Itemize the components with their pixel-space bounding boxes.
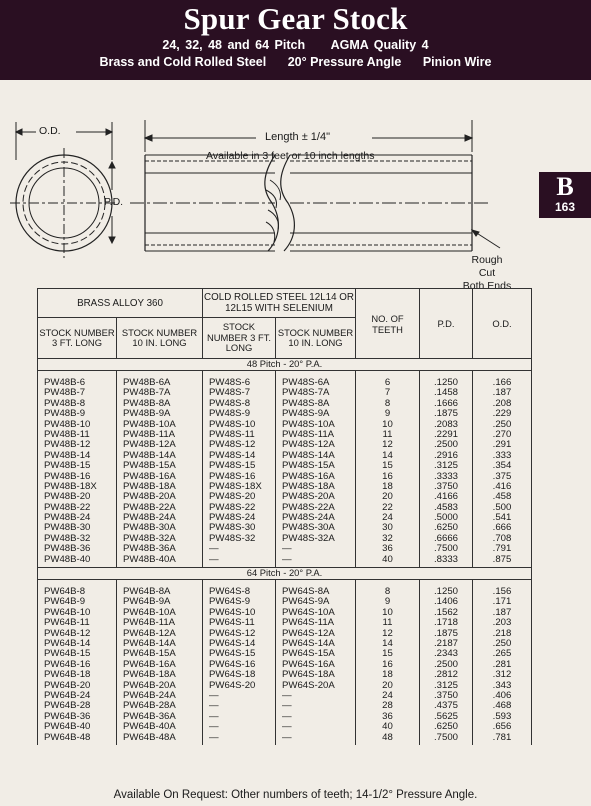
table-cell: PW48S-20A [282, 491, 335, 503]
table-cell: .458 [492, 491, 512, 503]
group-header-row [38, 289, 532, 318]
table-cell: PW48S-9 [209, 408, 251, 420]
table-cell: .5625 [434, 710, 459, 722]
table-cell: .2500 [434, 658, 459, 670]
table-cell: PW48B-32A [123, 532, 176, 544]
table-cell: PW64S-20A [282, 679, 335, 691]
table-cell: PW48S-10A [282, 418, 335, 430]
table-cell: PW64B-48A [123, 731, 176, 743]
table-cell: 22 [382, 501, 393, 513]
table-cell: — [282, 553, 292, 565]
table-cell: .468 [492, 700, 512, 712]
od-label: O.D. [39, 125, 61, 137]
table-cell: — [282, 543, 292, 555]
table-cell: PW48B-10A [123, 418, 176, 430]
table-cell: 16 [382, 470, 393, 482]
table-cell: PW48B-40A [123, 553, 176, 565]
table-cell: .3750 [434, 480, 459, 492]
table-cell: .666 [492, 522, 512, 534]
pitch-row-48 [38, 359, 532, 371]
table-cell: PW48S-32A [282, 532, 335, 544]
table-cell: PW64B-18A [123, 669, 176, 681]
table-cell: .166 [492, 377, 512, 388]
table-cell: — [209, 543, 219, 555]
table-cell: 7 [384, 387, 391, 399]
table-cell: PW48S-22 [209, 501, 256, 513]
table-cell: PW64B-16 [44, 658, 91, 670]
table-cell: PW64S-10 [209, 606, 256, 618]
table-cell: PW64S-8A [282, 586, 330, 598]
table-cell: PW64B-28 [44, 700, 91, 712]
table-cell: 15 [382, 648, 393, 660]
table-cell: 11 [382, 428, 393, 440]
table-cell: .3750 [434, 689, 459, 701]
table-cell: 12 [382, 439, 393, 451]
table-cell: PW48S-12 [209, 439, 256, 451]
table-cell: PW48B-22 [44, 501, 91, 513]
table-cell: 18 [382, 480, 393, 492]
table-cell: PW64S-14 [209, 637, 256, 649]
table-cell: .2291 [434, 428, 459, 440]
table-cell: .416 [492, 480, 512, 492]
table-cell: 32 [382, 532, 393, 544]
table-cell: .2343 [434, 648, 459, 660]
table-cell: 9 [384, 596, 391, 608]
table-cell: 24 [382, 512, 393, 524]
table-cell: .250 [492, 637, 512, 649]
table-cell: .1406 [434, 596, 459, 608]
table-cell: PW64B-15 [44, 648, 91, 660]
table-cell: 6 [384, 377, 391, 388]
table-cell: PW64B-18 [44, 669, 91, 681]
table-cell: PW64B-20A [123, 679, 176, 691]
table-cell: PW64B-15A [123, 648, 176, 660]
table-cell: PW64B-10 [44, 606, 91, 618]
table-cell: 16 [382, 658, 393, 670]
table-cell: PW48S-18A [282, 480, 335, 492]
table-cell: 20 [382, 679, 393, 691]
table-cell: PW64B-16A [123, 658, 176, 670]
table-cell: PW64S-8 [209, 586, 251, 598]
table-cell: PW64B-8A [123, 586, 171, 598]
table-cell: PW64S-9A [282, 596, 330, 608]
table-cell: PW48S-14 [209, 449, 256, 461]
table-cell: .4166 [434, 491, 459, 503]
table-cell: .6666 [434, 532, 459, 544]
table-cell: PW48B-20A [123, 491, 176, 503]
table-cell: — [209, 700, 219, 712]
table-cell: .1250 [434, 586, 459, 598]
table-cell: PW48S-7 [209, 387, 251, 399]
lengths-note: Available in 3 feet or 10 inch lengths [206, 150, 375, 162]
table-cell: — [282, 689, 292, 701]
table-cell: PW48B-36A [123, 543, 176, 555]
brass-group-header: BRASS ALLOY 360 [38, 289, 203, 318]
steel-group-header: COLD ROLLED STEEL 12L14 OR 12L15 WITH SELENIUM [203, 289, 356, 318]
table-cell: 11 [382, 617, 393, 629]
table-cell: .1718 [434, 617, 459, 629]
table-cell: PW48B-7 [44, 387, 86, 399]
spec-table [37, 288, 532, 745]
table-cell: .1666 [434, 397, 459, 409]
subtitle-line-1 [0, 37, 591, 53]
table-cell: PW48S-8A [282, 397, 330, 409]
table-cell: 24 [382, 689, 393, 701]
table-cell: 14 [382, 637, 393, 649]
table-cell: .343 [492, 679, 512, 691]
table-cell: 18 [382, 669, 393, 681]
table-cell: PW48B-7A [123, 387, 171, 399]
header-brass-3ft: STOCK NUMBER 3 FT. LONG [38, 318, 117, 359]
agma-quality: AGMA Quality 4 [330, 38, 429, 52]
table-cell: PW48B-11 [44, 428, 90, 440]
table-cell: PW48B-22A [123, 501, 176, 513]
table-cell: 10 [382, 606, 393, 618]
pitch-48-label: 48 Pitch - 20° P.A. [38, 359, 532, 371]
table-cell: .291 [492, 439, 512, 451]
pd-label: P.D. [104, 196, 124, 208]
table-cell: PW48B-9A [123, 408, 171, 420]
table-cell: PW64B-8 [44, 586, 86, 598]
table-cell: PW64B-14A [123, 637, 176, 649]
section-64-body [38, 586, 532, 745]
table-cell: PW48B-15 [44, 460, 91, 472]
pressure-angle: 20° Pressure Angle [287, 55, 402, 69]
table-cell: PW64B-11 [44, 617, 90, 629]
table-cell: .2916 [434, 449, 459, 461]
table-cell: 30 [382, 522, 393, 534]
table-cell: .218 [492, 627, 512, 639]
table-cell: .406 [492, 689, 512, 701]
page-title: Spur Gear Stock [183, 1, 408, 36]
table-cell: PW48B-24A [123, 512, 176, 524]
table-cell: PW48B-14 [44, 449, 91, 461]
table-cell: PW48B-24 [44, 512, 91, 524]
table-cell: .708 [492, 532, 512, 544]
table-cell: — [282, 731, 292, 743]
table-cell: PW48S-18X [209, 480, 262, 492]
table-cell: PW48B-36 [44, 543, 91, 555]
table-cell: .6250 [434, 522, 459, 534]
product-type: Pinion Wire [422, 55, 492, 69]
table-cell: .4583 [434, 501, 459, 513]
table-cell: PW48B-40 [44, 553, 91, 565]
table-cell: PW48B-9 [44, 408, 86, 420]
table-cell: — [209, 731, 219, 743]
table-cell: PW64S-18A [282, 669, 335, 681]
table-cell: — [282, 721, 292, 733]
table-cell: PW64S-10A [282, 606, 335, 618]
table-cell: 36 [382, 543, 393, 555]
table-cell: PW48B-12A [123, 439, 176, 451]
table-cell: .265 [492, 648, 512, 660]
table-cell: .2187 [434, 637, 459, 649]
table-cell: .7500 [434, 731, 459, 743]
table-cell: PW64B-40A [123, 721, 176, 733]
rough-cut-note: Rough [471, 254, 503, 266]
table-cell: PW64S-16 [209, 658, 256, 670]
section-letter: B [556, 172, 574, 201]
table-cell: .593 [492, 710, 512, 722]
table-cell: .171 [492, 596, 512, 608]
table-cell: PW64B-9A [123, 596, 171, 608]
table-cell: 36 [382, 710, 393, 722]
table-cell: PW64S-16A [282, 658, 335, 670]
table-cell: PW48S-8 [209, 397, 251, 409]
table-cell: PW48B-18X [44, 480, 97, 492]
table-cell: PW48B-6 [44, 377, 86, 388]
table-cell: PW64S-9 [209, 596, 251, 608]
table-cell: 15 [382, 460, 393, 472]
materials: Brass and Cold Rolled Steel [99, 55, 267, 69]
table-cell: .1562 [434, 606, 459, 618]
section-48-body [38, 377, 532, 568]
table-cell: PW48B-16 [44, 470, 91, 482]
table-cell: .791 [492, 543, 512, 555]
table-cell: PW48B-30A [123, 522, 176, 534]
table-cell: .270 [492, 428, 512, 440]
table-cell: 8 [384, 586, 391, 598]
table-cell: .281 [492, 658, 512, 670]
table-cell: .187 [492, 387, 512, 399]
header-brass-10in: STOCK NUMBER 10 IN. LONG [117, 318, 203, 359]
table-cell: PW64B-20 [44, 679, 91, 691]
table-cell: .1875 [434, 627, 459, 639]
rough-cut-note-2: Cut [478, 267, 496, 279]
table-cell: PW64B-28A [123, 700, 176, 712]
table-cell: .4375 [434, 700, 459, 712]
table-cell: PW64B-36 [44, 710, 91, 722]
table-cell: .156 [492, 586, 512, 598]
table-cell: PW64B-11A [123, 617, 176, 629]
table-cell: 48 [382, 731, 393, 743]
table-cell: PW48B-16A [123, 470, 176, 482]
table-cell: .1458 [434, 387, 459, 399]
table-cell: .1875 [434, 408, 459, 420]
table-cell: PW48S-30 [209, 522, 256, 534]
table-cell: PW48S-16A [282, 470, 335, 482]
table-cell: PW64B-12A [123, 627, 176, 639]
table-cell: — [209, 721, 219, 733]
table-cell: PW48B-18A [123, 480, 176, 492]
table-cell: 9 [384, 408, 391, 420]
table-cell: PW48S-6A [282, 377, 330, 388]
table-cell: 14 [382, 449, 393, 461]
table-cell: PW64S-11A [282, 617, 335, 629]
table-cell: 28 [382, 700, 393, 712]
table-cell: 20 [382, 491, 393, 503]
table-cell: PW64S-12 [209, 627, 256, 639]
table-cell: PW64B-24A [123, 689, 176, 701]
length-label: Length ± 1/4" [265, 131, 330, 143]
table-cell: .375 [492, 470, 512, 482]
table-cell: PW64B-36A [123, 710, 176, 722]
header-steel-10in: STOCK NUMBER 10 IN. LONG [276, 318, 356, 359]
subtitle-line-2 [0, 54, 591, 70]
pitch-row-64 [38, 568, 532, 580]
table-cell: PW48B-14A [123, 449, 176, 461]
table-cell: .312 [492, 669, 512, 681]
table-cell: PW48S-12A [282, 439, 335, 451]
table-cell: 40 [382, 721, 393, 733]
header-pd: P.D. [420, 289, 473, 359]
page-header [0, 0, 591, 80]
table-cell: PW48S-7A [282, 387, 330, 399]
table-cell: .203 [492, 617, 512, 629]
table-cell: .8333 [434, 553, 459, 565]
table-cell: — [209, 710, 219, 722]
table-cell: — [209, 689, 219, 701]
table-cell: — [209, 553, 219, 565]
table-cell: PW64B-14 [44, 637, 91, 649]
table-cell: PW64B-24 [44, 689, 91, 701]
table-cell: PW48S-6 [209, 377, 251, 388]
table-cell: .2083 [434, 418, 459, 430]
footer-note: Available On Request: Other numbers of teeth; 14-1/2° Pressure Angle. [113, 789, 478, 801]
table-cell: PW48S-15A [282, 460, 335, 472]
table-cell: .354 [492, 460, 512, 472]
table-cell: PW64B-9 [44, 596, 86, 608]
table-cell: PW64S-11 [209, 617, 255, 629]
table-cell: — [282, 700, 292, 712]
pitch-range: 24, 32, 48 and 64 Pitch [162, 38, 306, 52]
table-cell: .208 [492, 397, 512, 409]
table-cell: .229 [492, 408, 512, 420]
table-cell: PW48B-15A [123, 460, 176, 472]
header-teeth: NO. OF TEETH [356, 289, 420, 359]
table-cell: PW64S-14A [282, 637, 335, 649]
rough-cut-note-3: Both Ends [462, 280, 512, 292]
table-cell: PW48S-15 [209, 460, 256, 472]
table-cell: PW64S-12A [282, 627, 335, 639]
table-cell: PW64S-15 [209, 648, 256, 660]
table-cell: PW48B-11A [123, 428, 176, 440]
page-number: 163 [554, 200, 576, 214]
table-cell: PW64S-15A [282, 648, 335, 660]
table-cell: PW48S-24A [282, 512, 335, 524]
table-cell: PW48S-20 [209, 491, 256, 503]
table-cell: .3125 [434, 679, 459, 691]
table-cell: PW48S-10 [209, 418, 256, 430]
table-cell: .781 [492, 731, 512, 743]
table-cell: PW48B-30 [44, 522, 91, 534]
table-cell: .1250 [434, 377, 459, 388]
table-cell: .3333 [434, 470, 459, 482]
table-cell: 40 [382, 553, 393, 565]
table-cell: — [282, 710, 292, 722]
table-cell: .250 [492, 418, 512, 430]
table-cell: PW48S-30A [282, 522, 335, 534]
table-cell: .2812 [434, 669, 459, 681]
table-cell: PW64B-40 [44, 721, 91, 733]
table-cell: .6250 [434, 721, 459, 733]
table-cell: PW48S-14A [282, 449, 335, 461]
table-cell: 12 [382, 627, 393, 639]
table-cell: .3125 [434, 460, 459, 472]
table-cell: PW48S-32 [209, 532, 256, 544]
table-cell: .875 [492, 553, 512, 565]
table-cell: PW48B-8A [123, 397, 171, 409]
table-cell: PW48B-10 [44, 418, 91, 430]
pitch-64-label: 64 Pitch - 20° P.A. [38, 568, 532, 580]
table-cell: .500 [492, 501, 512, 513]
table-cell: PW64S-18 [209, 669, 256, 681]
table-cell: PW48S-16 [209, 470, 256, 482]
table-cell: 8 [384, 397, 391, 409]
table-cell: .656 [492, 721, 512, 733]
table-cell: .541 [492, 512, 512, 524]
table-cell: .333 [492, 449, 512, 461]
table-cell: .5000 [434, 512, 459, 524]
header-od: O.D. [473, 289, 532, 359]
table-cell: PW48B-32 [44, 532, 91, 544]
table-cell: 10 [382, 418, 393, 430]
table-cell: PW48B-8 [44, 397, 86, 409]
table-cell: PW48S-9A [282, 408, 330, 420]
table-cell: PW64S-20 [209, 679, 256, 691]
table-cell: .187 [492, 606, 512, 618]
table-cell: PW48S-11 [209, 428, 255, 440]
table-cell: PW48S-22A [282, 501, 335, 513]
table-cell: PW64B-48 [44, 731, 91, 743]
table-cell: PW48B-12 [44, 439, 91, 451]
table-cell: PW48S-11A [282, 428, 335, 440]
table-cell: .2500 [434, 439, 459, 451]
table-cell: PW48S-24 [209, 512, 256, 524]
table-cell: PW64B-12 [44, 627, 91, 639]
table-cell: .7500 [434, 543, 459, 555]
table-cell: PW64B-10A [123, 606, 176, 618]
header-steel-3ft: STOCK NUMBER 3 FT. LONG [203, 318, 276, 359]
table-cell: PW48B-6A [123, 377, 171, 388]
table-cell: PW48B-20 [44, 491, 91, 503]
